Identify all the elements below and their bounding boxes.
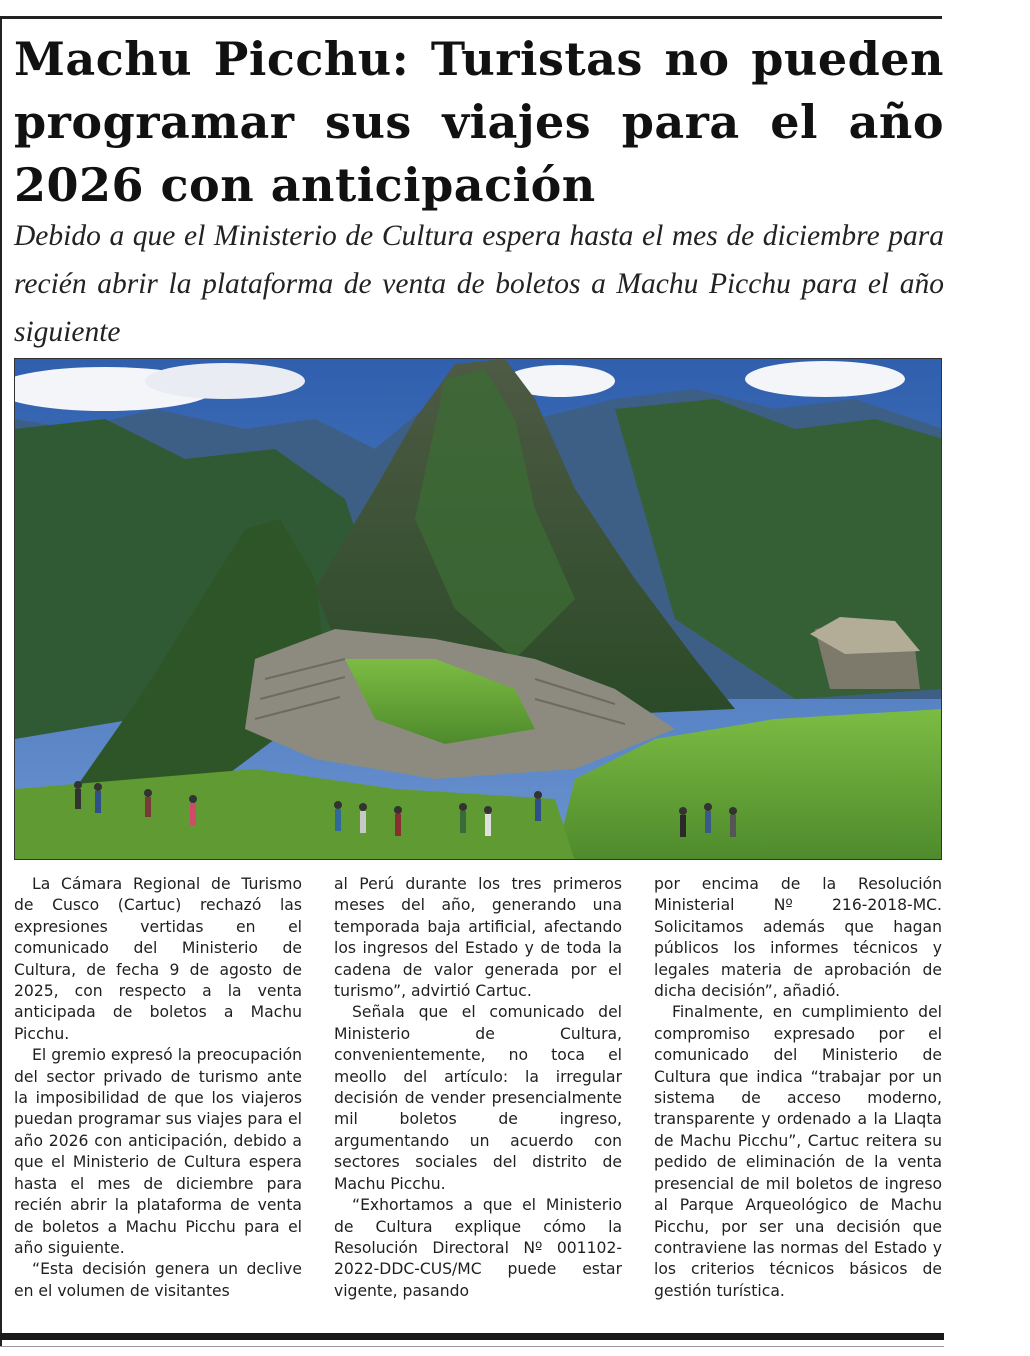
- paragraph: por encima de la Resolución Ministerial Nº 216-2018-MC. Solicitamos además que hagan públicos los informes técnicos y legales materia de aprobación de dicha decisión”, añadió.: [654, 875, 942, 1001]
- paragraph: al Perú durante los tres primeros meses del año, generando una temporada baja artificial, afectando los ingresos del Estado y de toda la cadena de valor generada por el turismo”, advirtió Cartuc.: [334, 875, 622, 1001]
- paragraph: “Esta decisión genera un declive en el volumen de visitantes: [14, 1260, 302, 1300]
- cloud: [145, 363, 305, 399]
- paragraph: “Exhortamos a que el Ministerio de Cultura explique cómo la Resolución Directoral Nº 001102-2022-DDC-CUS/MC puede estar vigente, pasando: [334, 1196, 622, 1300]
- bottom-rule: [0, 1333, 944, 1340]
- column-3: [654, 874, 942, 1302]
- bottom-thin-rule: [0, 1346, 944, 1347]
- machu-picchu-illustration: [15, 359, 942, 860]
- column-1: [14, 874, 302, 1302]
- article-body: [14, 874, 944, 1326]
- machu-picchu-photo: [14, 358, 942, 860]
- paragraph: La Cámara Regional de Turismo de Cusco (Cartuc) rechazó las expresiones vertidas en el comunicado del Ministerio de Cultura, de fecha 9 de agosto de 2025, con respecto a la venta anticipada de boletos a Machu Picchu.: [14, 875, 302, 1043]
- top-rule: [0, 16, 942, 19]
- left-rule: [0, 16, 2, 1346]
- cloud: [745, 361, 905, 397]
- paragraph: Señala que el comunicado del Ministerio de Cultura, convenientemente, no toca el meollo del artículo: la irregular decisión de vender presencialmente mil boletos de ingreso, argumentando un acuerdo con sectores sociales del distrito de Machu Picchu.: [334, 1003, 622, 1193]
- article-headline: Machu Picchu: Turistas no pueden programar sus viajes para el año 2026 con anticipación: [14, 32, 944, 212]
- article-subheadline: Debido a que el Ministerio de Cultura espera hasta el mes de diciembre para recién abrir la plataforma de venta de boletos a Machu Picchu para el año siguiente: [14, 220, 944, 348]
- column-2: [334, 874, 622, 1302]
- paragraph: El gremio expresó la preocupación del sector privado de turismo ante la imposibilidad de que los viajeros puedan programar sus viajes para el año 2026 con anticipación, debido a que el Ministerio de Cultura espera hasta el mes de diciembre para recién abrir la plataforma de venta de boletos a Machu Picchu para el año siguiente.: [14, 1046, 302, 1257]
- paragraph: Finalmente, en cumplimiento del compromiso expresado por el comunicado del Ministerio de Cultura que indica “trabajar por un sistema de acceso moderno, transparente y ordenado a la Llaqta de Machu Picchu”, Cartuc reitera su pedido de eliminación de la venta presencial de mil boletos de ingreso al Parque Arqueológico de Machu Picchu, por ser una decisión que contraviene las normas del Estado y los criterios técnicos básicos de gestión turística.: [654, 1003, 942, 1300]
